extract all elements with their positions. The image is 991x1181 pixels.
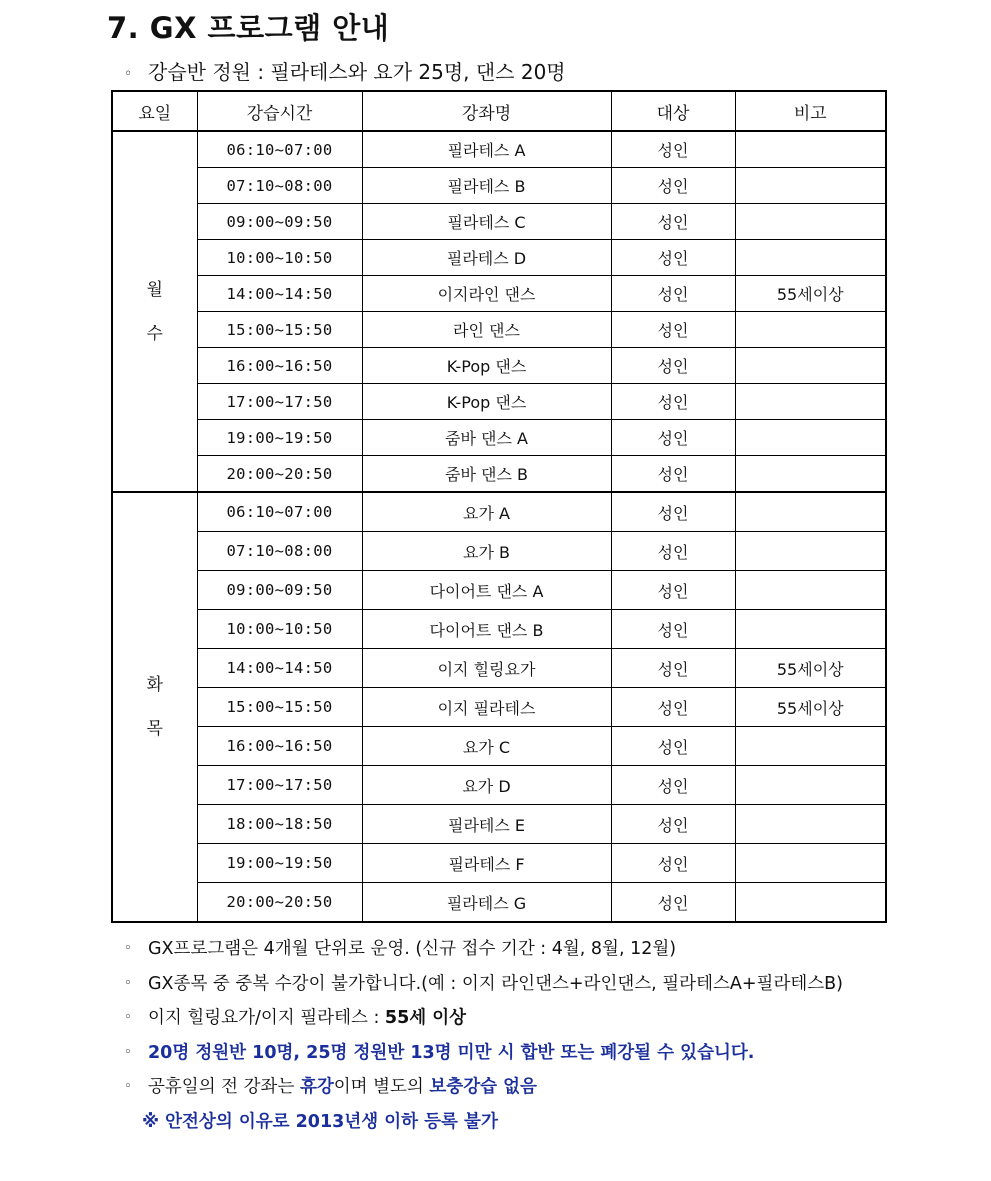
note-cell xyxy=(735,384,886,420)
target-cell: 성인 xyxy=(611,688,735,727)
time-cell: 20:00~20:50 xyxy=(197,883,362,923)
table-row xyxy=(112,532,886,571)
target-cell: 성인 xyxy=(611,456,735,493)
header-note: 비고 xyxy=(735,91,886,131)
time-cell: 15:00~15:50 xyxy=(197,312,362,348)
note-cell xyxy=(735,168,886,204)
table-row xyxy=(112,610,886,649)
note-age-limit: ◦ 이지 힐링요가/이지 필라테스 : 55세 이상 xyxy=(124,1001,924,1036)
header-day: 요일 xyxy=(112,91,197,131)
class-cell: 요가 A xyxy=(362,492,611,532)
class-cell: 이지 힐링요가 xyxy=(362,649,611,688)
table-row xyxy=(112,649,886,688)
note-cell xyxy=(735,610,886,649)
day-cell xyxy=(112,131,197,492)
note-cell: 55세이상 xyxy=(735,649,886,688)
note-term: ◦ GX프로그램은 4개월 단위로 운영. (신규 접수 기간 : 4월, 8월, 12월) xyxy=(124,932,924,967)
note-cell xyxy=(735,312,886,348)
header-target: 대상 xyxy=(611,91,735,131)
header-time: 강습시간 xyxy=(197,91,362,131)
class-cell: K-Pop 댄스 xyxy=(362,348,611,384)
table-row xyxy=(112,688,886,727)
bullet-icon: ◦ xyxy=(124,975,132,991)
table-row xyxy=(112,805,886,844)
table-row xyxy=(112,492,886,532)
gx-schedule-table xyxy=(111,90,887,923)
note-cell: 55세이상 xyxy=(735,276,886,312)
time-cell: 06:10~07:00 xyxy=(197,131,362,168)
target-cell: 성인 xyxy=(611,312,735,348)
note-cell xyxy=(735,492,886,532)
time-cell: 15:00~15:50 xyxy=(197,688,362,727)
time-cell: 07:10~08:00 xyxy=(197,168,362,204)
time-cell: 16:00~16:50 xyxy=(197,348,362,384)
target-cell: 성인 xyxy=(611,276,735,312)
class-cell: 라인 댄스 xyxy=(362,312,611,348)
target-cell: 성인 xyxy=(611,532,735,571)
table-row xyxy=(112,384,886,420)
target-cell: 성인 xyxy=(611,168,735,204)
note-cell xyxy=(735,766,886,805)
day-cell xyxy=(112,492,197,922)
time-cell: 18:00~18:50 xyxy=(197,805,362,844)
page-title: 7. GX 프로그램 안내 xyxy=(107,11,390,45)
note-cell xyxy=(735,727,886,766)
class-cell: 필라테스 C xyxy=(362,204,611,240)
table-row xyxy=(112,844,886,883)
class-cell: 요가 B xyxy=(362,532,611,571)
table-row xyxy=(112,276,886,312)
time-cell: 20:00~20:50 xyxy=(197,456,362,493)
note-cell: 55세이상 xyxy=(735,688,886,727)
target-cell: 성인 xyxy=(611,610,735,649)
capacity-info xyxy=(124,56,566,85)
note-cell xyxy=(735,805,886,844)
target-cell: 성인 xyxy=(611,204,735,240)
note-cell xyxy=(735,131,886,168)
class-cell: 필라테스 F xyxy=(362,844,611,883)
note-cell xyxy=(735,456,886,493)
class-cell: 필라테스 B xyxy=(362,168,611,204)
table-row xyxy=(112,131,886,168)
notes-list xyxy=(124,932,924,1139)
target-cell: 성인 xyxy=(611,420,735,456)
class-cell: 필라테스 D xyxy=(362,240,611,276)
bullet-icon: ◦ xyxy=(124,1010,132,1025)
day-label: 화 xyxy=(146,675,163,695)
class-cell: 줌바 댄스 A xyxy=(362,420,611,456)
time-cell: 10:00~10:50 xyxy=(197,240,362,276)
class-cell: 필라테스 A xyxy=(362,131,611,168)
note-holiday: ◦ 공휴일의 전 강좌는 휴강이며 별도의 보충강습 없음 xyxy=(124,1070,924,1105)
time-cell: 14:00~14:50 xyxy=(197,276,362,312)
bullet-icon: ◦ xyxy=(124,941,132,956)
day-label: 목 xyxy=(146,719,163,739)
note-merge-cancel: ◦ 20명 정원반 10명, 25명 정원반 13명 미만 시 합반 또는 폐강될 수 있습니다. xyxy=(124,1036,924,1071)
table-row xyxy=(112,204,886,240)
class-cell: 이지라인 댄스 xyxy=(362,276,611,312)
note-cell xyxy=(735,348,886,384)
table-row xyxy=(112,168,886,204)
time-cell: 16:00~16:50 xyxy=(197,727,362,766)
table-row xyxy=(112,456,886,493)
class-cell: 다이어트 댄스 B xyxy=(362,610,611,649)
note-cell xyxy=(735,571,886,610)
target-cell: 성인 xyxy=(611,766,735,805)
class-cell: 요가 D xyxy=(362,766,611,805)
class-cell: 필라테스 E xyxy=(362,805,611,844)
time-cell: 10:00~10:50 xyxy=(197,610,362,649)
table-row xyxy=(112,240,886,276)
day-label: 수 xyxy=(146,323,163,344)
class-cell: 요가 C xyxy=(362,727,611,766)
day-label: 월 xyxy=(146,279,163,300)
table-row xyxy=(112,312,886,348)
target-cell: 성인 xyxy=(611,348,735,384)
note-no-duplicate: ◦ GX종목 중 중복 수강이 불가합니다.(예 : 이지 라인댄스+라인댄스, 필라테스A+필라테스B) xyxy=(124,967,924,1002)
table-row xyxy=(112,883,886,923)
table-header-row xyxy=(112,91,886,131)
time-cell: 07:10~08:00 xyxy=(197,532,362,571)
target-cell: 성인 xyxy=(611,131,735,168)
note-cell xyxy=(735,532,886,571)
note-cell xyxy=(735,844,886,883)
note-cell xyxy=(735,204,886,240)
target-cell: 성인 xyxy=(611,384,735,420)
target-cell: 성인 xyxy=(611,240,735,276)
capacity-text: 강습반 정원 : 필라테스와 요가 25명, 댄스 20명 xyxy=(148,60,566,84)
bullet-icon: ◦ xyxy=(124,65,133,82)
table-row xyxy=(112,766,886,805)
note-registration-age: ※ 안전상의 이유로 2013년생 이하 등록 불가 xyxy=(142,1111,498,1132)
bullet-icon: ◦ xyxy=(124,1044,132,1060)
time-cell: 19:00~19:50 xyxy=(197,844,362,883)
table-row xyxy=(112,571,886,610)
target-cell: 성인 xyxy=(611,844,735,883)
note-cell xyxy=(735,883,886,923)
bullet-icon: ◦ xyxy=(124,1079,132,1094)
table-body xyxy=(112,131,886,922)
class-cell: 줌바 댄스 B xyxy=(362,456,611,493)
target-cell: 성인 xyxy=(611,571,735,610)
time-cell: 19:00~19:50 xyxy=(197,420,362,456)
target-cell: 성인 xyxy=(611,883,735,923)
class-cell: 필라테스 G xyxy=(362,883,611,923)
class-cell: 다이어트 댄스 A xyxy=(362,571,611,610)
target-cell: 성인 xyxy=(611,805,735,844)
table-row xyxy=(112,420,886,456)
time-cell: 17:00~17:50 xyxy=(197,384,362,420)
time-cell: 17:00~17:50 xyxy=(197,766,362,805)
class-cell: 이지 필라테스 xyxy=(362,688,611,727)
header-class: 강좌명 xyxy=(362,91,611,131)
target-cell: 성인 xyxy=(611,727,735,766)
note-cell xyxy=(735,420,886,456)
note-cell xyxy=(735,240,886,276)
table-row xyxy=(112,348,886,384)
time-cell: 14:00~14:50 xyxy=(197,649,362,688)
target-cell: 성인 xyxy=(611,492,735,532)
time-cell: 06:10~07:00 xyxy=(197,492,362,532)
time-cell: 09:00~09:50 xyxy=(197,571,362,610)
time-cell: 09:00~09:50 xyxy=(197,204,362,240)
class-cell: K-Pop 댄스 xyxy=(362,384,611,420)
target-cell: 성인 xyxy=(611,649,735,688)
table-row xyxy=(112,727,886,766)
